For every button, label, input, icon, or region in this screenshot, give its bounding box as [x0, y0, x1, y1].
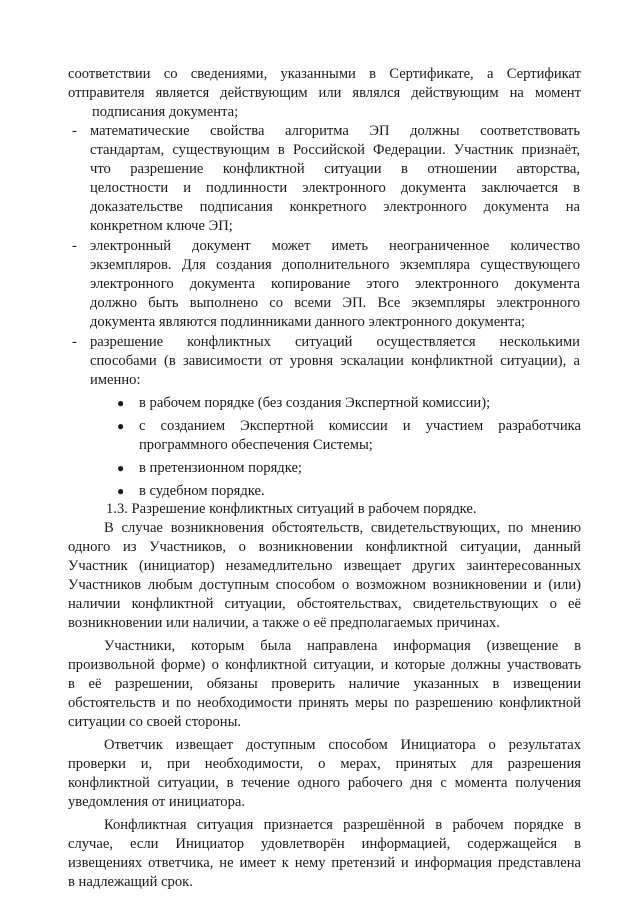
text-line: именно: [90, 372, 141, 388]
dash-marker: - [72, 238, 77, 254]
text-line: электронный документ может иметь неограниченное количество [90, 238, 580, 254]
text-line: в рабочем порядке (без создания Экспертной комиссии); [139, 395, 491, 411]
text-line: подписания документа; [92, 104, 239, 120]
text-line: математические свойства алгоритма ЭП должны соответствовать [90, 123, 580, 139]
text-line: в надлежащий срок. [68, 874, 193, 890]
text-line: экземпляров. Для создания дополнительного экземпляра существующего [90, 257, 580, 273]
text-line: Участников любым доступным способом о возможном возникновении и (или) [68, 577, 581, 593]
dash-marker: - [72, 123, 77, 139]
text-line: стандартам, существующим в Российской Федерации. Участник признаёт, [90, 142, 580, 158]
text-line: конкретном ключе ЭП; [90, 218, 233, 234]
text-line: соответствии со сведениями, указанными в Сертификате, а Сертификат [68, 66, 581, 82]
text-line: документа являются подлинниками данного электронного документа; [90, 314, 526, 330]
text-line: доказательстве подписания конкретного электронного документа на [90, 199, 580, 215]
text-line: возникновении или наличии, а также о её предполагаемых причинах. [68, 615, 500, 631]
text-line: наличии конфликтной ситуации, обстоятельствах, свидетельствующих о её [68, 596, 581, 612]
text-line: с созданием Экспертной комиссии и участием разработчика [139, 418, 581, 434]
text-line: уведомления от инициатора. [68, 794, 245, 810]
text-line: Ответчик извещает доступным способом Инициатора о результатах [104, 737, 581, 753]
text-line: Конфликтная ситуация признается разрешённой в рабочем порядке в [104, 817, 581, 833]
text-line: Участники, которым была направлена информация (извещение в [104, 638, 581, 654]
text-line: способами (в зависимости от уровня эскалации конфликтной ситуации), а [90, 353, 580, 369]
text-line: должно быть выполнено со всеми ЭП. Все экземпляры электронного [90, 295, 580, 311]
text-line: Участник (инициатор) незамедлительно извещает других заинтересованных [68, 558, 581, 574]
text-line: В случае возникновения обстоятельств, свидетельствующих, по мнению [104, 520, 581, 536]
bullet-marker: ● [117, 484, 125, 498]
text-line: разрешение конфликтных ситуаций осуществляется несколькими [90, 334, 580, 350]
bullet-marker: ● [117, 396, 125, 410]
text-line: электронного документа копирование этого электронного документа [90, 276, 580, 292]
bullet-marker: ● [117, 461, 125, 475]
text-line: что разрешение конфликтной ситуации в отношении авторства, [90, 161, 580, 177]
text-line: целостности и подлинности электронного документа заключается в [90, 180, 580, 196]
text-line: в её разрешении, обязаны проверить наличие указанных в извещении [68, 676, 581, 692]
bullet-marker: ● [117, 419, 125, 433]
section-heading: 1.3. Разрешение конфликтных ситуаций в рабочем порядке. [106, 501, 477, 517]
text-line: программного обеспечения Системы; [139, 437, 373, 453]
text-line: обстоятельств и по необходимости принять меры по разрешению конфликтной [68, 695, 581, 711]
dash-marker: - [72, 334, 77, 350]
text-line: ситуации со своей стороны. [68, 714, 242, 730]
text-line: одного из Участников, о возникновении конфликтной ситуации, данный [68, 539, 581, 555]
text-line: отправителя является действующим или являлся действующим на момент [68, 85, 581, 101]
text-line: случае, если Инициатор удовлетворён информацией, содержащейся в [68, 836, 581, 852]
text-line: произвольной форме) о конфликтной ситуации, и которые должны участвовать [68, 657, 581, 673]
text-line: конфликтной ситуации, в течение одного рабочего дня с момента получения [68, 775, 581, 791]
text-line: проверки и, при необходимости, о мерах, принятых для разрешения [68, 756, 581, 772]
text-line: в судебном порядке. [139, 483, 265, 499]
text-line: извещениях ответчика, не имеет к нему претензий и информация представлена [68, 855, 581, 871]
text-line: в претензионном порядке; [139, 460, 302, 476]
